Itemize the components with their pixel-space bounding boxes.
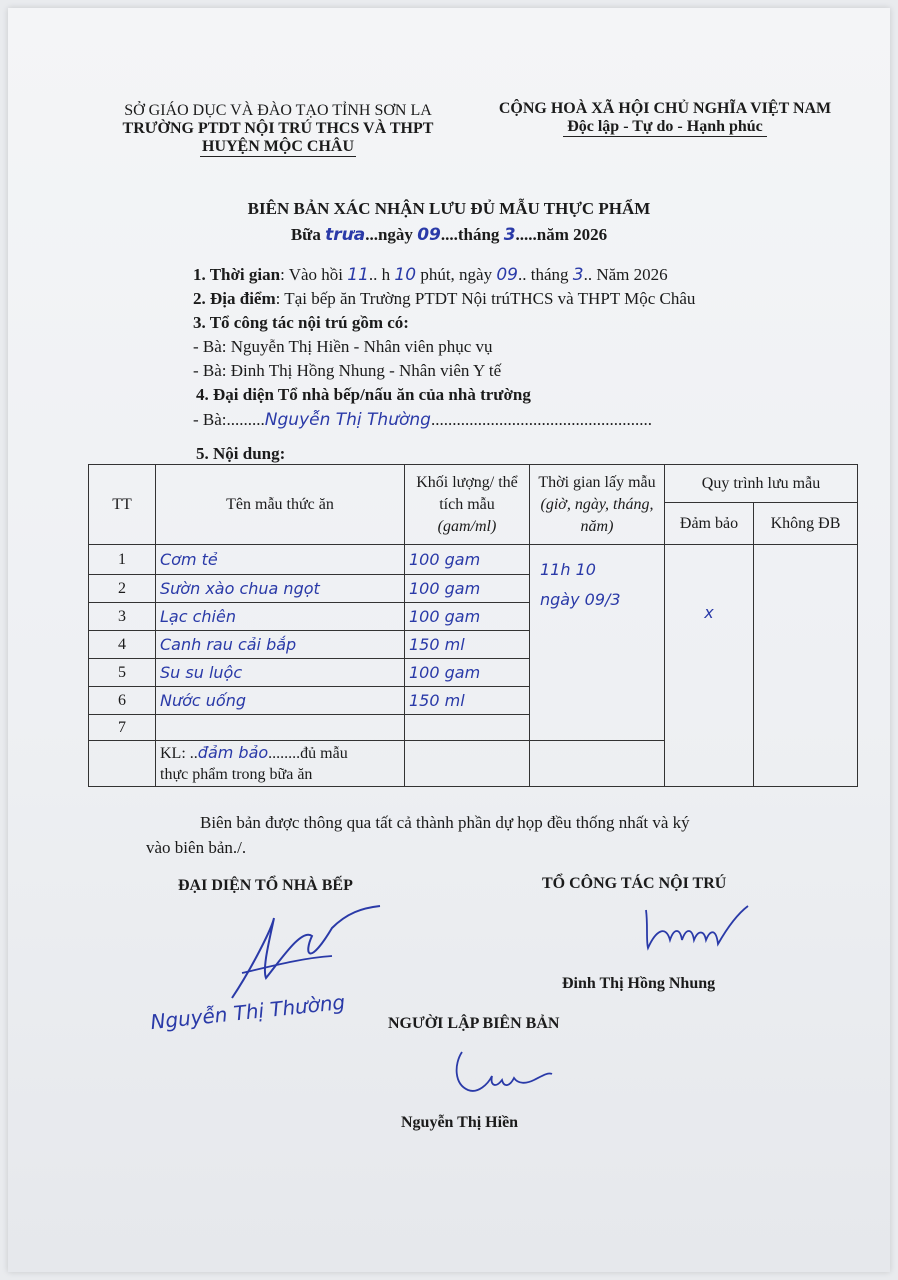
time-label: 1. Thời gian	[193, 265, 281, 284]
time-value-1: 11h 10	[540, 560, 596, 579]
table-row	[89, 545, 858, 575]
row-name	[156, 715, 405, 741]
row-tt: 4	[89, 631, 156, 659]
time-hour: 11	[347, 265, 369, 285]
time-c: phút, ngày	[416, 265, 497, 284]
mass-header-text: Khối lượng/ thể tích mẫu	[416, 473, 518, 513]
row-name: Su su luộc	[156, 659, 405, 687]
section-place	[193, 289, 695, 309]
ok-cell	[665, 545, 754, 787]
time-e: .. Năm 2026	[583, 265, 668, 284]
place-text: : Tại bếp ăn Trường PTDT Nội trúTHCS và THPT Mộc Châu	[275, 289, 696, 308]
conclusion-mass	[405, 741, 530, 787]
col-tt-header: TT	[89, 465, 156, 545]
meal-line	[8, 225, 890, 245]
row-name: Cơm tẻ	[156, 545, 405, 575]
header-country: CỘNG HOÀ XÃ HỘI CHỦ NGHĨA VIỆT NAM	[498, 100, 832, 117]
notok-cell	[754, 545, 858, 787]
document-title: BIÊN BẢN XÁC NHẬN LƯU ĐỦ MẪU THỰC PHẨM	[247, 199, 651, 218]
row-mass: 100 gam	[405, 575, 530, 603]
kl-line2: thực phẩm trong bữa ăn	[160, 766, 313, 783]
meal-value: trưa	[325, 225, 366, 245]
time-value-2: ngày 09/3	[540, 590, 621, 609]
kitchen-label: 4. Đại diện Tổ nhà bếp/nấu ăn của nhà trường	[196, 385, 531, 404]
meal-day: 09	[417, 225, 441, 245]
row-tt: 6	[89, 687, 156, 715]
conclusion-time	[530, 741, 665, 787]
team-sign-name: Đinh Thị Hồng Nhung	[562, 975, 716, 992]
row-name: Sườn xào chua ngọt	[156, 575, 405, 603]
header-district: HUYỆN MỘC CHÂU	[202, 138, 354, 155]
writer-signature	[448, 1044, 558, 1104]
kitchen-sign-title: ĐẠI DIỆN TỔ NHÀ BẾP	[178, 877, 353, 894]
team-signature	[636, 900, 756, 960]
header-left	[108, 102, 448, 157]
kl-prefix: KL: ..	[160, 745, 198, 762]
writer-sign-title: NGƯỜI LẬP BIÊN BẢN	[388, 1015, 560, 1032]
content-label: 5. Nội dung:	[196, 444, 286, 463]
meal-suffix: .....năm 2026	[515, 225, 608, 244]
kitchen-signature	[212, 898, 382, 1008]
row-name: Lạc chiên	[156, 603, 405, 631]
row-mass: 100 gam	[405, 659, 530, 687]
team-sign-title: TỔ CÔNG TÁC NỘI TRÚ	[542, 875, 727, 892]
kl-value: đảm bảo	[197, 743, 269, 762]
writer-sign-name: Nguyễn Thị Hiền	[401, 1114, 519, 1131]
meal-month: 3	[503, 225, 516, 245]
col-mass-header	[405, 465, 530, 545]
mass-header-unit: (gam/ml)	[437, 517, 497, 535]
row-tt: 3	[89, 603, 156, 631]
conclusion-cell	[156, 741, 405, 787]
header-school: TRƯỜNG PTDT NỘI TRÚ THCS VÀ THPT	[122, 120, 434, 137]
meal-dots2: ....tháng	[440, 225, 504, 244]
time-day: 09	[496, 265, 518, 285]
row-mass	[405, 715, 530, 741]
kitchen-sign-name: Nguyễn Thị Thường	[149, 989, 347, 1035]
row-mass: 100 gam	[405, 603, 530, 631]
conclusion-tt	[89, 741, 156, 787]
team-label: 3. Tổ công tác nội trú gồm có:	[193, 313, 409, 332]
section-time	[193, 265, 668, 285]
row-mass: 150 ml	[405, 687, 530, 715]
row-tt: 1	[89, 545, 156, 575]
kitchen-prefix: - Bà:.........	[193, 410, 265, 429]
header-right	[480, 100, 850, 137]
row-name: Nước uống	[156, 687, 405, 715]
team-member-1: - Bà: Nguyễn Thị Hiền - Nhân viên phục vụ	[193, 337, 493, 356]
row-mass: 150 ml	[405, 631, 530, 659]
col-time-header	[530, 465, 665, 545]
closing-line-1: Biên bản được thông qua tất cả thành phần dự họp đều thống nhất và ký	[200, 813, 690, 832]
ok-mark: x	[704, 603, 714, 622]
header-dept: SỞ GIÁO DỤC VÀ ĐÀO TẠO TỈNH SƠN LA	[124, 102, 432, 119]
time-cell	[530, 545, 665, 741]
closing-line-2: vào biên bản./.	[146, 838, 247, 857]
row-tt: 5	[89, 659, 156, 687]
row-tt: 7	[89, 715, 156, 741]
place-label: 2. Địa điểm	[193, 289, 276, 308]
time-month: 3	[572, 265, 584, 285]
sample-table	[88, 464, 858, 787]
row-mass: 100 gam	[405, 545, 530, 575]
meal-dots1: ...ngày	[365, 225, 418, 244]
col-ok-header: Đảm bảo	[665, 503, 754, 545]
team-member-2: - Bà: Đinh Thị Hồng Nhung - Nhân viên Y tế	[193, 361, 502, 380]
col-name-header: Tên mẫu thức ăn	[156, 465, 405, 545]
row-name: Canh rau cải bắp	[156, 631, 405, 659]
kitchen-suffix: ....................................................	[430, 410, 652, 429]
time-min: 10	[394, 265, 417, 285]
time-header-unit: (giờ, ngày, tháng, năm)	[540, 495, 654, 535]
header-motto: Độc lập - Tự do - Hạnh phúc	[563, 118, 767, 137]
kitchen-line	[193, 410, 652, 430]
time-d: .. tháng	[517, 265, 573, 284]
time-header-text: Thời gian lấy mẫu	[538, 473, 656, 491]
col-process-header: Quy trình lưu mẫu	[665, 465, 858, 503]
meal-prefix: Bữa	[290, 225, 326, 244]
kl-suffix: ........đủ mẫu	[268, 745, 348, 762]
row-tt: 2	[89, 575, 156, 603]
kitchen-name: Nguyễn Thị Thường	[264, 410, 431, 430]
col-notok-header: Không ĐB	[754, 503, 858, 545]
time-a: : Vào hồi	[280, 265, 348, 284]
time-b: .. h	[368, 265, 395, 284]
